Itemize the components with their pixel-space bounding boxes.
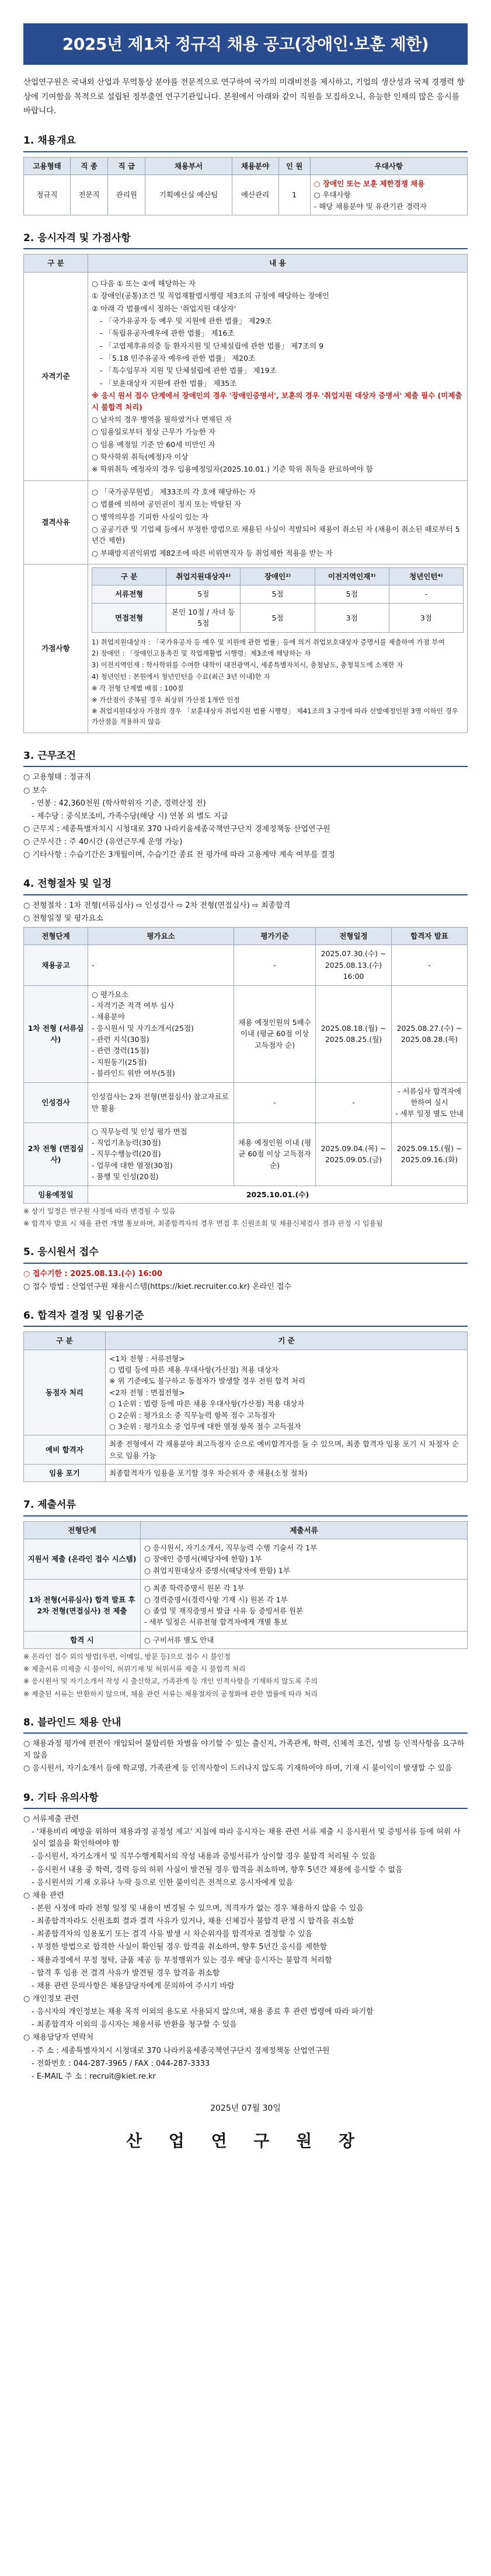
list-item: ② 아래 각 법률에서 정하는 '취업지원 대상자' [92,304,236,313]
table-row [24,945,468,985]
disqualification-list [92,486,464,559]
table-cell: 인성검사 [24,1082,88,1123]
table-header: 채용부서 [145,157,232,175]
list-item: ※ 제출된 서류는 반환하지 않으며, 채용 관련 서류는 채용절차의 공정화에 관한 법률에 따라 처리 [23,1689,318,1698]
table-cell: 최종합격자가 임용을 포기할 경우 차순위자 중 채용(소정 절차) [106,1465,468,1482]
bonus-points [88,564,468,733]
table-cell: 전문직 [70,175,107,215]
deadline: ○ 접수기한 : 2025.08.13.(수) 16:00 [23,1269,162,1278]
list-item: ○ 서류제출 관련 [23,1814,79,1824]
table-header: 취업지원대상자¹⁾ [166,568,241,585]
section-heading: 1. 채용개요 [23,133,468,152]
table-header: 평가기준 [234,928,316,945]
list-item: ○ 남자의 경우 병역을 필하였거나 면제된 자 [92,414,232,424]
list-item: 3) 이전지역인재 : 학사학위를 수여한 대학이 대전광역시, 세종특별자치시, 충청남도, 충청북도에 소재한 자 [92,661,403,670]
table-cell: ○ 최종 학력증명서 원본 각 1부 ○ 경력증명서(경력사항 기재 시) 원본 각 1부 ○ 졸업 및 재직증명서 발급 사유 등 증빙서류 원본 - 세부 일정은 서류전형 합격자에게 개별 통보 [141,1580,468,1632]
section-heading: 6. 합격자 결정 및 임용기준 [23,1308,468,1327]
table-row [24,1186,468,1203]
list-item: ※ 제출서류 미제출 시 불이익, 허위기재 및 허위서류 제출 시 불합격 처리 [23,1665,246,1674]
documents-notes [23,1651,468,1700]
table-header: 장애인²⁾ [241,568,315,585]
list-item: ○ 부패방지권익위법 제82조에 따른 비위면직자 등 취업제한 적용을 받는 자 [92,548,333,557]
table-header: 이전지역인재³⁾ [315,568,389,585]
documents-rows [24,1539,468,1649]
list-item: - 응시원서, 자기소개서 및 직무수행계획서의 작성 내용과 증빙서류가 상이할 경우 불합격 처리될 수 있음 [32,1852,376,1862]
list-item: ○ 근무시간 : 주 40시간 (유연근무제 운영 가능) [23,838,183,847]
table-header: 고용형태 [24,157,71,175]
table-cell: 정규직 [24,175,71,215]
list-item: 4) 청년인턴 : 본원에서 청년인턴을 수료(최근 3년 이내)한 자 [92,672,270,681]
table-cell: 3점 [389,603,463,632]
list-item: ○ 개인정보 관련 [23,1994,79,2003]
table-cell: 관리원 [108,175,145,215]
table-row [24,1123,468,1186]
list-item: - 전화번호 : 044-287-3965 / FAX : 044-287-3333 [32,2059,210,2068]
section-heading: 8. 블라인드 채용 안내 [23,1715,468,1734]
table-cell: 5점 [315,585,389,603]
table-cell: 채용 예정인원 이내 (평균 60점 이상 고득점자 순) [234,1123,316,1186]
table-header: 제출서류 [141,1521,468,1539]
table-header: 내 용 [88,255,468,272]
section-heading: 9. 기타 유의사항 [23,1790,468,1809]
list-item: - 최종합격자라도 신원조회 결과 결격 사유가 있거나, 채용 신체검사 불합격 판정 시 합격을 취소함 [32,1917,354,1926]
table-cell: ○ 직무능력 및 인성 평가 면접 - 직업기초능력(30점) - 직무수행능력(20점) - 업무에 대한 열정(30점) - 품행 및 인성(20점) [88,1123,234,1186]
blind-hiring-list [23,1738,468,1775]
list-item: - '채용비리 예방을 위하여 채용과정 공정성 제고' 지침에 따라 응시자는 채용 관련 서류 제출 시 응시원서 및 증빙서류 등에 허위 사실이 없음을 확인하여야 함 [32,1828,461,1849]
issuer-signature: 산 업 연 구 원 장 [126,2131,365,2150]
table-header: 전형일정 [316,928,392,945]
row-label: 가점사항 [24,564,88,733]
list-item: - 합격 후 임용 전 결격 사유가 발견될 경우 합격을 취소함 [32,1968,220,1978]
list-item: - 본원 사정에 따라 전형 일정 및 내용이 변경될 수 있으며, 적격자가 없는 경우 채용하지 않을 수 있음 [32,1904,364,1913]
list-item: ○ 법률에 의하여 공민권이 정지 또는 박탈된 자 [92,500,242,509]
schedule-rows [24,945,468,1204]
table-cell: - [88,945,234,985]
table-cell: 2025.10.01.(수) [88,1186,468,1203]
list-item: - 주 소 : 세종특별자치시 시청대로 370 나라키움세종국책연구단지 경제정책동 산업연구원 [32,2046,330,2055]
list-item: ※ 응시 원서 접수 단계에서 장애인의 경우 '장애인증명서', 보훈의 경우 '취업지원 대상자 증명서' 제출 필수 (미제출 시 불합격 처리) [92,391,462,412]
list-item: ○ 병역의무를 기피한 사실이 있는 자 [92,512,208,521]
table-cell: 임용 포기 [24,1465,106,1482]
table-header: 구 분 [24,1332,106,1350]
table-cell: 5점 [241,603,315,632]
decision-table [23,1331,468,1482]
list-item: - 응시자의 개인정보는 채용 목적 이외의 용도로 사용되지 않으며, 채용 종료 후 관련 법령에 따라 파기함 [32,2007,374,2017]
page-title: 2025년 제1차 정규직 채용 공고(장애인·보훈 제한) [23,23,468,65]
work-conditions-list [23,772,468,861]
list-item: ○ 보수 [23,786,47,795]
table-cell: 2025.09.15.(월) ~ 2025.09.16.(화) [392,1123,468,1186]
table-cell: 2025.08.27.(수) ~ 2025.08.28.(목) [392,985,468,1082]
table-header: 채용분야 [232,157,278,175]
list-item: - 제수당 : 중식보조비, 가족수당(해당 시) 연봉 외 별도 지급 [32,811,228,821]
row-label: 자격기준 [24,272,88,480]
documents-table [23,1521,468,1649]
list-item: ※ 각 전형 단계별 배점 : 100점 [92,684,184,692]
table-row [24,1580,468,1632]
list-item: ○ 채용 관련 [23,1891,64,1900]
list-item: - 응시원서 내용 중 학력, 경력 등의 허위 사실이 발견될 경우 합격을 취소하며, 향후 5년간 채용에 응시할 수 없음 [32,1865,403,1874]
list-item: ※ 가산점이 중복될 경우 최상위 가산점 1개만 인정 [92,695,240,704]
table-cell: 채용공고 [24,945,88,985]
list-item: ○ 임용일로부터 정상 근무가 가능한 자 [92,427,215,437]
list-item: ○ 근무지 : 세종특별자치시 시청대로 370 나라키움세종국책연구단지 경제정책동 산업연구원 [23,825,330,834]
section-heading: 5. 응시원서 접수 [23,1245,468,1263]
table-header: 구 분 [24,255,88,272]
table-header: 기 준 [106,1332,468,1350]
table-cell: 면접전형 [92,603,166,632]
notice-date: 2025년 07월 30일 [210,2103,281,2113]
disqualifications [88,480,468,564]
list-item: ○ 전형일정 및 평가요소 [23,914,103,923]
table-row [24,1435,468,1465]
list-item: ○ 임용 예정일 기준 만 60세 미만인 자 [92,440,215,449]
table-row [24,1631,468,1648]
application-list [23,1268,468,1293]
table-cell: - 서류심사 합격자에 한하여 실시 - 세부 일정 별도 안내 [392,1082,468,1123]
table-cell: - [316,1082,392,1123]
table-cell: 합격 시 [24,1631,141,1648]
list-item: ※ 상기 일정은 연구원 사정에 따라 변경될 수 있음 [23,1207,176,1215]
table-cell: - [392,945,468,985]
list-item: - 「독립유공자예우에 관한 법률」 제16조 [100,329,235,338]
bonus-notes [92,637,464,728]
table-cell: - [234,945,316,985]
table-cell: 1차 전형(서류심사) 합격 발표 후 2차 전형(면접심사) 전 제출 [24,1580,141,1632]
intro-text: 산업연구원은 국내외 산업과 무역통상 분야를 전문적으로 연구하여 국가의 미래비전을 제시하고, 기업의 생산성과 국제 경쟁력 향상에 기여함을 목적으로 설립된 정부출연 연구기관입니다. 본원에서 아래와 같이 직원을 모집하오니, 유능한 인재의 많은 응시를 바랍니다. [23,78,465,116]
table-row [24,1465,468,1482]
table-header: 평가요소 [88,928,234,945]
list-item: ○ 전형절차 : 1차 전형(서류심사) ⇨ 인성검사 ⇨ 2차 전형(면접심사) ⇨ 최종합격 [23,901,291,910]
table-cell: 2차 전형 (면접심사) [24,1123,88,1186]
list-item: ○ 채용담당자 연락처 [23,2033,94,2042]
criteria-list [92,278,464,475]
table-header: 인 원 [278,157,310,175]
preference-line: ○ 우대사항 [314,190,351,200]
list-item: - 최종합격자 이외의 응시자는 채용서류 반환을 청구할 수 있음 [32,2020,237,2030]
list-item: - 「보훈대상자 지원에 관한 법률」 제35조 [100,378,237,388]
table-cell: 5점 [241,585,315,603]
schedule-notes [23,1206,468,1229]
table-cell: 인성검사는 2차 전형(면접심사) 참고자료로만 활용 [88,1082,234,1123]
table-cell: 지원서 제출 (온라인 접수 시스템) [24,1539,141,1580]
table-cell: 3점 [315,603,389,632]
table-row [24,1082,468,1123]
table-cell: ○ 평가요소 - 자격기준 적격 여부 심사 - 채용분야 - 응시원서 및 자기소개서(25점) - 관련 지식(30점) - 관련 경력(15점) - 지원동기(25점) - 블라인드 위반 여부(5점) [88,985,234,1082]
preference-line: - 해당 채용분야 및 유관기관 경력자 [314,201,427,211]
table-cell: 1차 전형 (서류심사) [24,985,88,1082]
basic-criteria [88,272,468,480]
table-cell: 5점 [166,585,241,603]
table-cell: 기획예산실 예산팀 [145,175,232,215]
list-item: ※ 학위취득 예정자의 경우 입용예정일자(2025.10.01.) 기준 학위 취득을 완료하여야 함 [92,465,373,474]
list-item: - 「5.18 민주유공자 예우에 관한 법률」 제20조 [100,354,256,363]
table-header: 전형단계 [24,928,88,945]
section-heading: 3. 근무조건 [23,748,468,767]
procedure-list [23,900,468,925]
table-header: 직 종 [70,157,107,175]
table-row [24,1350,468,1435]
row-label: 결격사유 [24,480,88,564]
table-cell: 동점자 처리 [24,1350,106,1435]
table-header: 전형단계 [24,1521,141,1539]
table-cell: - [389,585,463,603]
table-header: 구 분 [92,568,166,585]
list-item: - E-MAIL 주 소 : recruit@kiet.re.kr [32,2072,156,2081]
table-cell: 채용 예정인원의 5배수 이내 (평균 60점 이상 고득점자 순) [234,985,316,1082]
table-cell: 최종 전형에서 각 채용분야 최고득점자 순으로 예비합격자를 둘 수 있으며, 최종 합격자 임용 포기 시 차점자 순으로 임용 가능 [106,1435,468,1465]
table-cell: ○ 응시원서, 자기소개서, 직무능력 수행 기술서 각 1부 ○ 장애인 증명서(해당자에 한함) 1부 ○ 취업지원대상자 증명서(해당자에 한함) 1부 [141,1539,468,1580]
list-item: - 부정한 방법으로 합격한 사실이 확인될 경우 합격을 취소하며, 향후 5년간 응시를 제한함 [32,1943,328,1952]
list-item: ※ 합격자 발표 시 채용 관련 개별 통보하며, 최종합격자의 경우 면접 후 신원조회 및 채용신체검사 결과 판정 시 임용됨 [23,1219,383,1228]
overview-table [23,157,468,216]
list-item: ○ 「국가공무원법」 제33조의 각 호에 해당하는 자 [92,487,256,496]
decision-rows [24,1350,468,1482]
table-cell: 1 [278,175,310,215]
table-header: 직 급 [108,157,145,175]
list-item: - 「국가유공자 등 예우 및 지원에 관한 법률」 제29조 [100,316,272,325]
list-item: ○ 공공기관 및 기업체 등에서 부정한 방법으로 채용된 사실이 적발되어 채용이 취소된 자 (채용이 취소된 때로부터 5년간 제한) [92,524,460,545]
table-cell: 임용예정일 [24,1186,88,1203]
table-cell: 서류전형 [92,585,166,603]
section-heading: 2. 응시자격 및 가점사항 [23,231,468,249]
table-cell: 예비 합격자 [24,1435,106,1465]
table-cell: <1차 전형 : 서류전형> ○ 법령 등에 따른 채용 우대사항(가산점) 적용 대상자 ※ 위 기준에도 불구하고 동점자가 발생할 경우 전원 합격 처리 <2차 전형 : 면접전형> ○ 1순위 : 법령 등에 따른 채용 우대사항(가산점) 적용 대상자 ○ 2순위 : 평가요소 중 직무능력 항목 점수 고득점자 ○ 3순위 : 평가요소 중 업무에 대한 열정 항목 점수 고득점자 [106,1350,468,1435]
list-item: ※ 응시원서 및 자기소개서 작성 시 출신학교, 가족관계 등 개인 인적사항을 기재하지 않도록 주의 [23,1677,318,1686]
application-method: ○ 접수 방법 : 산업연구원 채용시스템(https://kiet.recruiter.co.kr) 온라인 접수 [23,1282,292,1291]
table-cell: 예산관리 [232,175,278,215]
table-cell: - [234,1082,316,1123]
list-item: ○ 다음 ① 또는 ②에 해당하는 자 [92,278,196,288]
list-item: - 「특수임무자 지원 및 단체설립에 관한 법률」 제19조 [100,366,277,375]
preference-line: ○ 장애인 또는 보훈 제한경쟁 채용 [314,179,425,188]
list-item: ○ 채용과정 평가에 편견이 개입되어 불합리한 차별을 야기할 수 있는 출신지, 가족관계, 학력, 신체적 조건, 성별 등 인적사항을 요구하지 않음 [23,1740,465,1761]
list-item: ○ 학사학위 취득(예정)자 이상 [92,452,189,462]
eligibility-table [23,254,468,733]
table-cell: 2025.07.30.(수) ~ 2025.08.13.(수) 16:00 [316,945,392,985]
list-item: 2) 장애인 : 「장애인고용촉진 및 직업재활법 시행령」제3조에 해당하는 자 [92,649,311,658]
table-header: 합격자 발표 [392,928,468,945]
list-item: - 응시원서의 기재 오류나 누락 등으로 인한 불이익은 전적으로 응시자에게 있음 [32,1878,293,1887]
table-header: 우대사항 [310,157,467,175]
table-cell-preferences [310,175,467,215]
table-row [24,1539,468,1580]
section-heading: 4. 전형절차 및 일정 [23,876,468,895]
list-item: ① 장애인(공통)조건 및 직업재활법시행령 제3조의 규정에 해당하는 장애인 [92,291,329,301]
list-item: ○ 응시원서, 자기소개서 등에 학교명, 가족관계 등 인적사항이 드러나지 않도록 기재하여야 하며, 기재 시 불이익이 발생할 수 있음 [23,1764,452,1773]
table-row [24,985,468,1082]
schedule-table [23,927,468,1204]
table-cell: 2025.08.18.(월) ~ 2025.08.25.(월) [316,985,392,1082]
bonus-table [92,567,464,633]
list-item: 1) 취업지원대상자 : 「국가유공자 등 예우 및 지원에 관한 법률」등에 의거 취업보호대상자 증명서를 제출하여 가점 부여 [92,637,445,646]
table-cell: 2025.09.04.(목) ~ 2025.09.05.(금) [316,1123,392,1186]
list-item: - 연봉 : 42,360천원 (학사학위자 기준, 경력산정 전) [32,799,206,808]
list-item: - 최종합격자의 임용포기 또는 결격 사유 발생 시 차순위자를 합격자로 결정할 수 있음 [32,1930,313,1939]
list-item: - 채용과정에서 부정 청탁, 금품 제공 등 부정행위가 있는 경우 해당 응시자는 불합격 처리함 [32,1955,332,1965]
notes-list [23,1814,468,2083]
list-item: - 「고엽제후유의증 등 환자지원 및 단체설립에 관한 법률」 제7조의 9 [100,341,324,350]
list-item: ○ 고용형태 : 정규직 [23,773,92,782]
list-item: - 채용 관련 문의사항은 채용담당자에게 문의하여 주시기 바람 [32,1981,235,1991]
section-heading: 7. 제출서류 [23,1497,468,1516]
list-item: ※ 취업지원대상자 가점의 경우 「보훈대상자 취업지원 법률 시행령」 제41조의 3 규정에 따라 선발예정인원 3명 이하인 경우 가산점을 적용하지 않음 [92,707,458,726]
table-header: 청년인턴⁴⁾ [389,568,463,585]
table-cell: 본인 10점 / 자녀 등 5점 [166,603,241,632]
list-item: ※ 온라인 접수 외의 방법(우편, 이메일, 방문 등)으로 접수 시 불인정 [23,1653,231,1661]
table-cell: ○ 구비서류 별도 안내 [141,1631,468,1648]
list-item: ○ 기타사항 : 수습기간은 3개월이며, 수습기간 종료 전 평가에 따라 고용계약 계속 여부를 결정 [23,850,335,860]
